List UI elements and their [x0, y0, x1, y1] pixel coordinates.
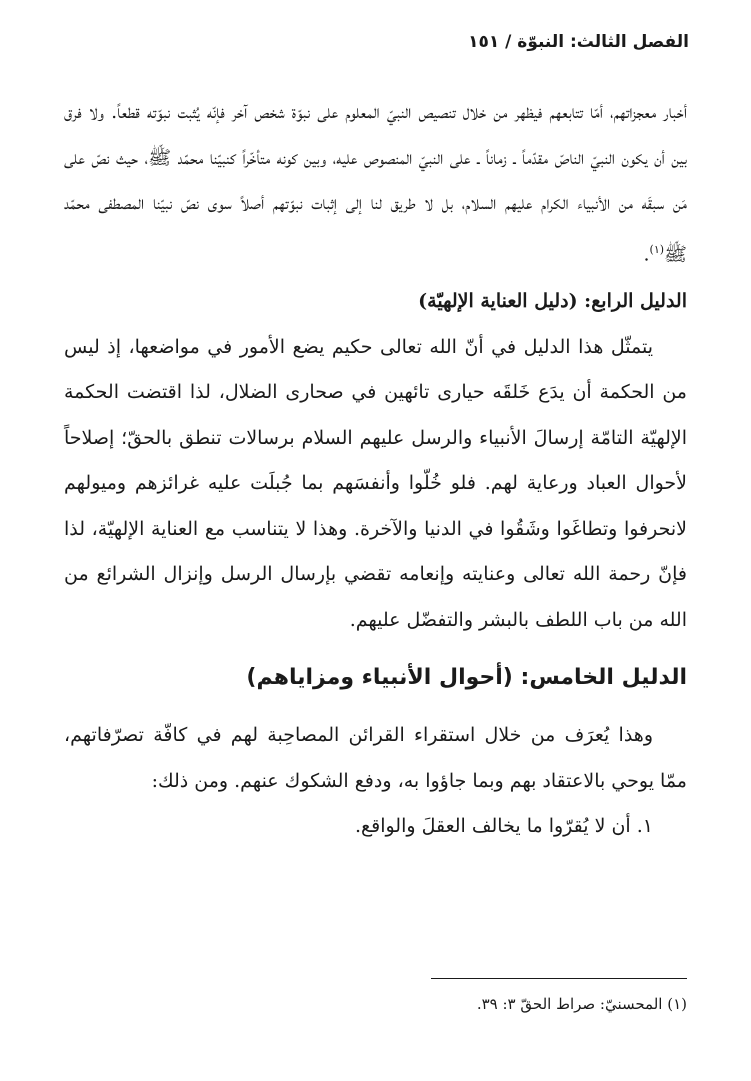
list-item — [64, 804, 687, 850]
footnote-divider — [431, 978, 687, 979]
paragraph-divine-care: يتمثّل هذا الدليل في أنّ الله تعالى حكيم يضع الأمور في مواضعها، إذ ليس من الحكمة أن يدَع خَلقَه حيارى تائهين في صحارى الضلال، لذا اقتضت الحكمة الإلهيّة التامّة إرسالَ الأنبياء والرسل عليهم السلام برسالات تنطق بالحقّ؛ إصلاحاً لأحوال العباد ورعاية لهم. فلو خُلّوا وأنفسَهم بما جُبلَت عليه غرائزهم وميولهم لانحرفوا وتطاغَوا وشَقُوا في الدنيا والآخرة. وهذا لا يتناسب مع العناية الإلهيّة، لذا فإنّ رحمة الله تعالى وعنايته وإنعامه تقضي بإرسال الرسل وإنزال الشرائع من الله من باب اللطف بالبشر والتفضّل عليهم. — [64, 335, 687, 631]
paragraph-continuation — [64, 90, 687, 277]
footnote: (١) المحسنيّ: صراط الحقّ ٣: ٣٩. — [476, 995, 687, 1013]
list-item-text: أن لا يُقرّوا ما يخالف العقلَ والواقع. — [354, 815, 631, 838]
paragraph-prophets-conditions: وهذا يُعرَف من خلال استقراء القرائن المصاحِبة لهم في كافّة تصرّفاتهم، ممّا يوحي بالاعتقاد بهم وبما جاؤوا به، ودفع الشكوك عنهم. ومن ذلك: — [64, 724, 687, 792]
page-body — [64, 90, 687, 850]
list-item-number: ١. — [636, 815, 653, 838]
section-heading-fourth-proof: الدليل الرابع: (دليل العناية الإلهيّة) — [418, 290, 687, 313]
footnote-reference: (١) — [649, 242, 665, 256]
section-heading-fifth-proof: الدليل الخامس: (أحوال الأنبياء ومزاياهم) — [246, 665, 687, 691]
paragraph-text: أخبار معجزاتهم، أمّا تتابعهم فيظهر من خلال تنصيص النبيّ المعلوم على نبوّة شخص آخر فإنّه يُثبت نبوّته قطعاً. ولا فرق بين أن يكون النبيّ الناصّ مقدّماً ـ زماناً ـ على النبيّ المنصوص عليه، وبين كونه متأخّراً كنبيّنا محمّد ﷺ، حيث نصّ على مَن سبقَه من الأنبياء الكرام عليهم السلام، بل لا طريق لنا إلى إثبات نبوّتهم أصلاً سوى نصّ نبيّنا المصطفى محمّد ﷺ — [64, 101, 687, 265]
page-header: الفصل الثالث: النبوّة / ١٥١ — [468, 32, 689, 52]
paragraph-end-mark: . — [643, 242, 650, 265]
